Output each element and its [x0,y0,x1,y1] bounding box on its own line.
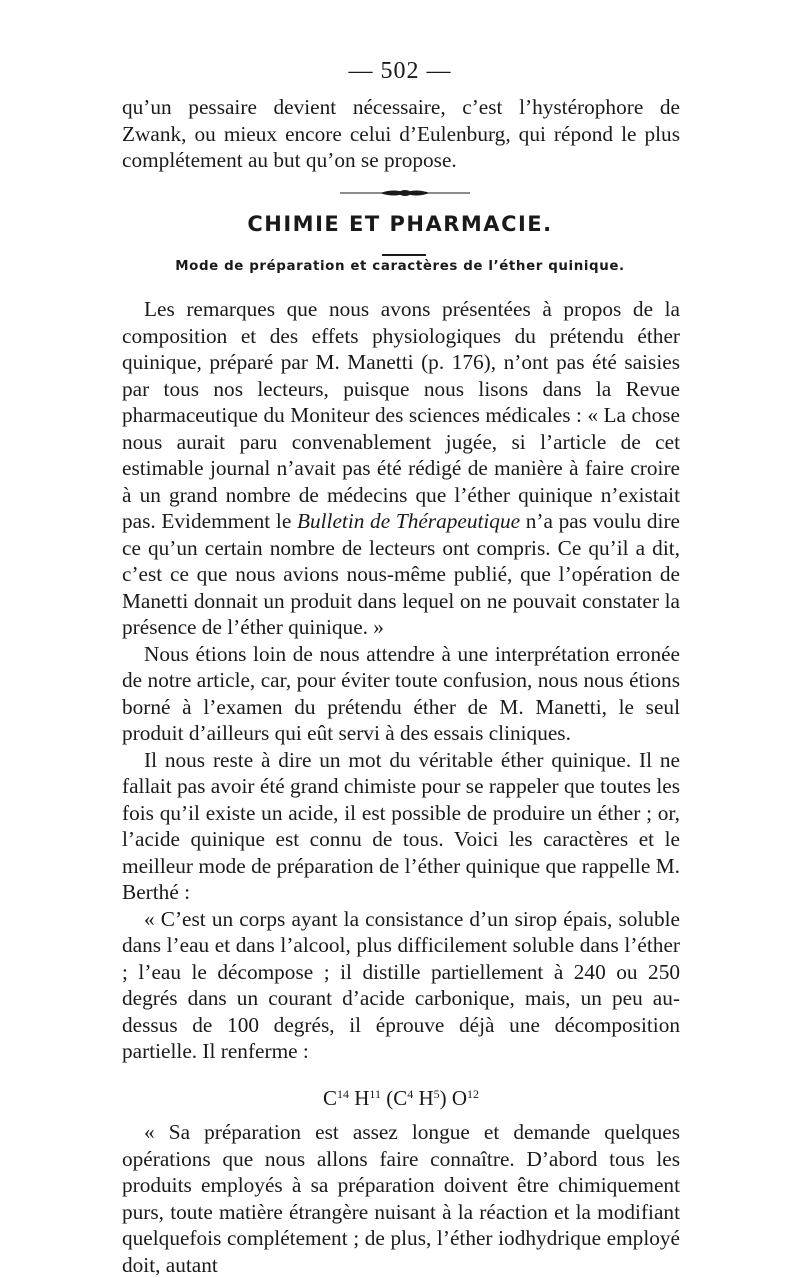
formula-open: (C [380,1085,408,1110]
formula-o-sub: 12 [467,1086,480,1101]
article-body [122,296,680,1278]
formula-h: H [348,1085,370,1110]
formula-c-sub: 14 [336,1086,349,1101]
formula-c: C [322,1085,337,1110]
formula-close: ) O [439,1085,468,1110]
paragraph-3: Il nous reste à dire un mot du véritable éther quinique. Il ne fallait pas avoir été grand chimiste pour se rappeler que toutes les fois qu’il existe un acide, il est possible de produire un éther ; or, l’acide quinique est connu de tous. Voici les caractères et le meilleur mode de préparation de l’éther quinique que rappelle M. Berthé : [122,747,680,904]
intro-text-block [122,94,680,174]
formula-h-sub: 11 [369,1086,381,1101]
page-number: — 502 — [348,58,452,84]
title-rule [382,254,426,256]
paragraph-5: « Sa préparation est assez longue et demande quelques opérations que nous allons faire connaître. D’abord tous les produits employés à sa préparation doivent être chimiquement purs, toute matière étrangère nuisant à la réaction et la modifiant quelquefois complétement ; de plus, l’éther iodhydrique employé doit, autant [122,1120,680,1277]
paragraph-2: Nous étions loin de nous attendre à une interprétation erronée de notre article, car, pour éviter toute confusion, nous nous étions borné à l’examen du prétendu éther de M. Manetti, le seul produit d’ailleurs qui eût servi à des essais cliniques. [122,641,680,745]
formula-h2-sub: 5 [433,1086,440,1101]
ornament-divider-icon [340,188,470,198]
formula-c2-sub: 4 [407,1086,414,1101]
chemical-formula [122,1081,680,1112]
formula-h2: H [413,1085,434,1110]
journal-title-italic: Bulletin de Thérapeutique [296,509,521,533]
paragraph-1 [122,296,680,641]
paragraph-1-text-a: Les remarques que nous avons présentées à propos de la composition et des effets physiologiques du prétendu éther quinique, préparé par M. Manetti (p. 176), n’ont pas été saisies par tous nos lecteurs, puisque nous lisons dans la Revue pharmaceutique du Moniteur des sciences médicales : « La chose nous aurait paru convenablement jugée, si l’article de cet estimable journal n’avait pas été rédigé de manière à faire croire à un grand nombre de médecins que l’éther quinique n’existait pas. Evidemment le [122,297,680,533]
section-title: CHIMIE ET PHARMACIE. [247,212,553,236]
paragraph-1-text-b: n’a pas voulu dire ce qu’un certain nombre de lecteurs ont compris. Ce qu’il a dit, c’est ce que nous avions nous-même publié, que l’opération de Manetti donnait un produit dans lequel on ne pouvait constater la présence de l’éther quinique. » [122,509,680,639]
intro-paragraph: qu’un pessaire devient nécessaire, c’est l’hystérophore de Zwank, ou mieux encore celui d’Eulenburg, qui répond le plus complétement au but qu’on se propose. [122,95,680,172]
article-title: Mode de préparation et caractères de l’éther quinique. [175,259,625,274]
paragraph-4: « C’est un corps ayant la consistance d’un sirop épais, soluble dans l’eau et dans l’alcool, plus difficilement soluble dans l’éther ; l’eau le décompose ; il distille partiellement à 240 ou 250 degrés dans un courant d’acide carbonique, mais, un peu au-dessus de 100 degrés, il éprouve déjà une décomposition partielle. Il renferme : [122,906,680,1063]
